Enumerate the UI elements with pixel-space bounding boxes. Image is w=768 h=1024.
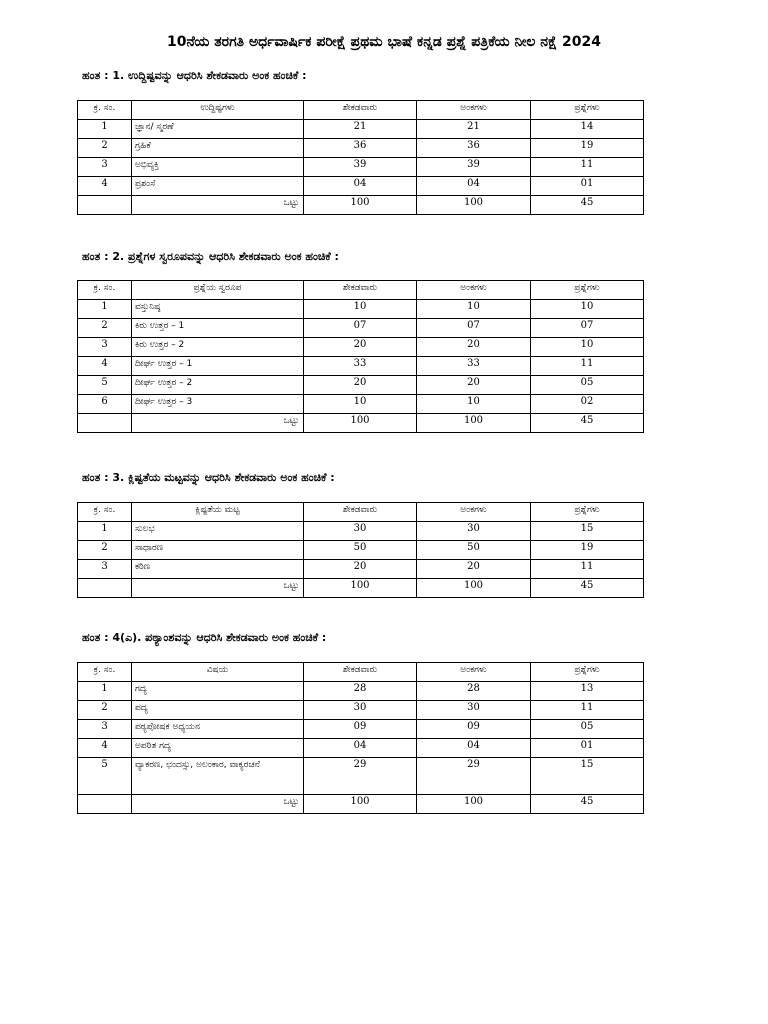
questions-cell: 10: [531, 338, 644, 357]
questions-cell: 11: [531, 560, 644, 579]
marks-cell: 09: [417, 720, 531, 739]
header-cell: ಅಂಕಗಳು: [417, 663, 531, 682]
header-cell: ಪ್ರಶ್ನೆಯ ಸ್ವರೂಪ: [132, 281, 304, 300]
percent-cell: 09: [304, 720, 417, 739]
questions-cell: 19: [531, 541, 644, 560]
marks-cell: 10: [417, 395, 531, 414]
page-title: 10ನೆಯ ತರಗತಿ ಅರ್ಧವಾರ್ಷಿಕ ಪರೀಕ್ಷೆ ಪ್ರಥಮ ಭಾಷೆ ಕನ್ನಡ ಪ್ರಶ್ನೆ ಪತ್ರಿಕೆಯ ನೀಲ ನಕ್ಷೆ 2024: [167, 34, 601, 50]
item-cell: ಪ್ರಶಂಸೆ: [132, 177, 304, 196]
questions-cell: 05: [531, 720, 644, 739]
header-cell: ಪ್ರಶ್ನೆಗಳು: [531, 663, 644, 682]
questions-cell: 01: [531, 177, 644, 196]
item-cell: ವಸ್ತುನಿಷ್ಠ: [132, 300, 304, 319]
table-row: [78, 376, 644, 395]
serial-cell: 5: [78, 758, 132, 795]
questions-cell: 11: [531, 701, 644, 720]
serial-cell: 2: [78, 139, 132, 158]
marks-cell: 21: [417, 120, 531, 139]
table-row: [78, 177, 644, 196]
serial-cell: 6: [78, 395, 132, 414]
item-cell: ದೀರ್ಘ ಉತ್ತರ – 1: [132, 357, 304, 376]
empty-cell: [78, 414, 132, 433]
header-cell: ಕ್ಲಿಷ್ಟತೆಯ ಮಟ್ಟ: [132, 503, 304, 522]
total-questions: 45: [531, 414, 644, 433]
marks-cell: 30: [417, 701, 531, 720]
marks-cell: 20: [417, 376, 531, 395]
percent-cell: 20: [304, 376, 417, 395]
percent-cell: 10: [304, 300, 417, 319]
marks-cell: 04: [417, 177, 531, 196]
serial-cell: 2: [78, 319, 132, 338]
marks-cell: 50: [417, 541, 531, 560]
section-2-heading: ಹಂತ : 2. ಪ್ರಶ್ನೆಗಳ ಸ್ವರೂಪವನ್ನು ಆಧರಿಸಿ ಶೇಕಡವಾರು ಅಂಕ ಹಂಚಿಕೆ :: [82, 250, 339, 263]
header-cell: ವಿಷಯ: [132, 663, 304, 682]
questions-cell: 05: [531, 376, 644, 395]
item-cell: ದೀರ್ಘ ಉತ್ತರ – 2: [132, 376, 304, 395]
table-row: [78, 682, 644, 701]
total-marks: 100: [417, 795, 531, 814]
marks-cell: 20: [417, 560, 531, 579]
total-marks: 100: [417, 414, 531, 433]
total-label: ಒಟ್ಟು: [132, 414, 304, 433]
marks-cell: 07: [417, 319, 531, 338]
table-row: [78, 338, 644, 357]
table-row: [78, 158, 644, 177]
table-header-row: [78, 101, 644, 120]
total-label: ಒಟ್ಟು: [132, 579, 304, 598]
header-cell: ಕ್ರ. ಸಂ.: [78, 503, 132, 522]
header-cell: ಪ್ರಶ್ನೆಗಳು: [531, 503, 644, 522]
total-label: ಒಟ್ಟು: [132, 795, 304, 814]
content-table: [77, 662, 644, 814]
total-row: [78, 795, 644, 814]
table-header-row: [78, 663, 644, 682]
item-cell: ಸುಲಭ: [132, 522, 304, 541]
questions-cell: 07: [531, 319, 644, 338]
total-percent: 100: [304, 196, 417, 215]
item-cell: ವ್ಯಾಕರಣ, ಛಂದಸ್ಸು, ಅಲಂಕಾರ, ವಾಕ್ಯರಚನೆ: [132, 758, 304, 795]
header-cell: ಶೇಕಡವಾರು: [304, 663, 417, 682]
percent-cell: 33: [304, 357, 417, 376]
empty-cell: [78, 795, 132, 814]
total-marks: 100: [417, 579, 531, 598]
serial-cell: 2: [78, 541, 132, 560]
percent-cell: 10: [304, 395, 417, 414]
header-cell: ಪ್ರಶ್ನೆಗಳು: [531, 281, 644, 300]
marks-cell: 36: [417, 139, 531, 158]
percent-cell: 20: [304, 338, 417, 357]
serial-cell: 2: [78, 701, 132, 720]
table-header-row: [78, 281, 644, 300]
item-cell: ಕಿರು ಉತ್ತರ – 1: [132, 319, 304, 338]
header-cell: ಶೇಕಡವಾರು: [304, 281, 417, 300]
percent-cell: 36: [304, 139, 417, 158]
serial-cell: 4: [78, 357, 132, 376]
serial-cell: 3: [78, 720, 132, 739]
percent-cell: 39: [304, 158, 417, 177]
header-cell: ಅಂಕಗಳು: [417, 281, 531, 300]
table-row: [78, 701, 644, 720]
item-cell: ಗದ್ಯ: [132, 682, 304, 701]
marks-cell: 33: [417, 357, 531, 376]
header-cell: ಕ್ರ. ಸಂ.: [78, 281, 132, 300]
serial-cell: 1: [78, 300, 132, 319]
table-row: [78, 739, 644, 758]
header-cell: ಕ್ರ. ಸಂ.: [78, 663, 132, 682]
table-row: [78, 758, 644, 795]
header-cell: ಅಂಕಗಳು: [417, 503, 531, 522]
percent-cell: 29: [304, 758, 417, 795]
serial-cell: 3: [78, 338, 132, 357]
table-row: [78, 522, 644, 541]
serial-cell: 1: [78, 120, 132, 139]
percent-cell: 30: [304, 701, 417, 720]
serial-cell: 3: [78, 158, 132, 177]
table-row: [78, 560, 644, 579]
percent-cell: 07: [304, 319, 417, 338]
empty-cell: [78, 579, 132, 598]
table-row: [78, 395, 644, 414]
difficulty-table: [77, 502, 644, 598]
serial-cell: 5: [78, 376, 132, 395]
empty-cell: [78, 196, 132, 215]
percent-cell: 28: [304, 682, 417, 701]
section-3-heading: ಹಂತ : 3. ಕ್ಲಿಷ್ಟತೆಯ ಮಟ್ಟವನ್ನು ಆಧರಿಸಿ ಶೇಕಡವಾರು ಅಂಕ ಹಂಚಿಕೆ :: [82, 471, 335, 484]
header-cell: ಶೇಕಡವಾರು: [304, 503, 417, 522]
serial-cell: 3: [78, 560, 132, 579]
total-row: [78, 579, 644, 598]
header-cell: ಅಂಕಗಳು: [417, 101, 531, 120]
table-row: [78, 139, 644, 158]
marks-cell: 30: [417, 522, 531, 541]
table-row: [78, 319, 644, 338]
serial-cell: 4: [78, 177, 132, 196]
marks-cell: 39: [417, 158, 531, 177]
marks-cell: 20: [417, 338, 531, 357]
questions-cell: 19: [531, 139, 644, 158]
item-cell: ಗ್ರಹಿಕೆ: [132, 139, 304, 158]
total-percent: 100: [304, 579, 417, 598]
serial-cell: 1: [78, 522, 132, 541]
table-row: [78, 541, 644, 560]
serial-cell: 4: [78, 739, 132, 758]
total-percent: 100: [304, 795, 417, 814]
question-type-table: [77, 280, 644, 433]
marks-cell: 28: [417, 682, 531, 701]
header-cell: ಉದ್ದಿಷ್ಟಗಳು: [132, 101, 304, 120]
header-cell: ಶೇಕಡವಾರು: [304, 101, 417, 120]
item-cell: ಸಾಧಾರಣ: [132, 541, 304, 560]
objectives-table: [77, 100, 644, 215]
serial-cell: 1: [78, 682, 132, 701]
item-cell: ಜ್ಞಾನ/ ಸ್ಮರಣೆ: [132, 120, 304, 139]
marks-cell: 29: [417, 758, 531, 795]
questions-cell: 11: [531, 158, 644, 177]
marks-cell: 04: [417, 739, 531, 758]
table-row: [78, 357, 644, 376]
section-1-heading: ಹಂತ : 1. ಉದ್ದಿಷ್ಟವನ್ನು ಆಧರಿಸಿ ಶೇಕಡವಾರು ಅಂಕ ಹಂಚಿಕೆ :: [82, 69, 307, 82]
questions-cell: 15: [531, 758, 644, 795]
total-row: [78, 196, 644, 215]
questions-cell: 11: [531, 357, 644, 376]
total-marks: 100: [417, 196, 531, 215]
item-cell: ಕಿರು ಉತ್ತರ – 2: [132, 338, 304, 357]
questions-cell: 10: [531, 300, 644, 319]
percent-cell: 21: [304, 120, 417, 139]
table-row: [78, 720, 644, 739]
section-4-heading: ಹಂತ : 4(ಎ). ಪಠ್ಯಾಂಶವನ್ನು ಆಧರಿಸಿ ಶೇಕಡವಾರು ಅಂಕ ಹಂಚಿಕೆ :: [82, 631, 327, 644]
total-percent: 100: [304, 414, 417, 433]
total-label: ಒಟ್ಟು: [132, 196, 304, 215]
questions-cell: 15: [531, 522, 644, 541]
questions-cell: 02: [531, 395, 644, 414]
header-cell: ಕ್ರ. ಸಂ.: [78, 101, 132, 120]
questions-cell: 13: [531, 682, 644, 701]
marks-cell: 10: [417, 300, 531, 319]
questions-cell: 14: [531, 120, 644, 139]
item-cell: ಪದ್ಯ: [132, 701, 304, 720]
header-cell: ಪ್ರಶ್ನೆಗಳು: [531, 101, 644, 120]
table-row: [78, 300, 644, 319]
total-questions: 45: [531, 196, 644, 215]
percent-cell: 04: [304, 739, 417, 758]
questions-cell: 01: [531, 739, 644, 758]
item-cell: ಕಠಿಣ: [132, 560, 304, 579]
percent-cell: 04: [304, 177, 417, 196]
item-cell: ಅಭಿವ್ಯಕ್ತಿ: [132, 158, 304, 177]
total-row: [78, 414, 644, 433]
total-questions: 45: [531, 795, 644, 814]
item-cell: ಅಪಠಿತ ಗದ್ಯ: [132, 739, 304, 758]
total-questions: 45: [531, 579, 644, 598]
item-cell: ದೀರ್ಘ ಉತ್ತರ – 3: [132, 395, 304, 414]
table-header-row: [78, 503, 644, 522]
item-cell: ಪಠ್ಯಪೋಷಕ ಅಧ್ಯಯನ: [132, 720, 304, 739]
table-row: [78, 120, 644, 139]
percent-cell: 50: [304, 541, 417, 560]
percent-cell: 30: [304, 522, 417, 541]
percent-cell: 20: [304, 560, 417, 579]
